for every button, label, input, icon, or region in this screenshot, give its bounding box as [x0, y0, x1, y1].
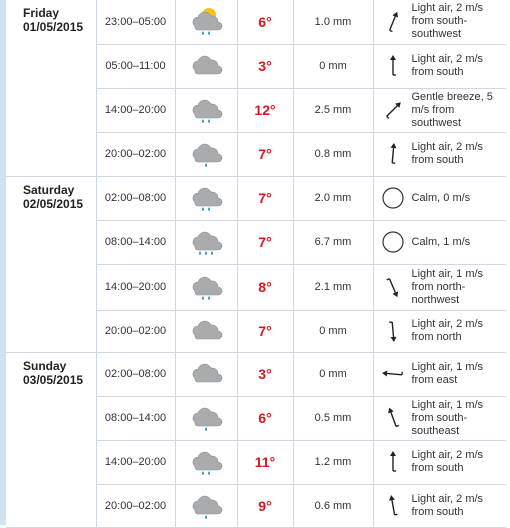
- time-period: 08:00–14:00: [96, 396, 175, 440]
- temperature: 3°: [237, 44, 293, 88]
- light-rain-icon: [188, 490, 224, 522]
- day-cell: [6, 44, 96, 88]
- wind-description: Calm, 1 m/s: [412, 236, 507, 249]
- precipitation: 2.1 mm: [293, 264, 373, 310]
- precipitation: 0 mm: [293, 352, 373, 396]
- temperature: 7°: [237, 176, 293, 220]
- weather-symbol-cell: [175, 132, 237, 176]
- temperature: 7°: [237, 310, 293, 352]
- time-period: 14:00–20:00: [96, 264, 175, 310]
- wind-direction-arrow-icon: [380, 405, 406, 431]
- temperature: 7°: [237, 220, 293, 264]
- weather-symbol: [176, 402, 237, 434]
- rain-icon: [188, 94, 224, 126]
- precipitation: 1.2 mm: [293, 440, 373, 484]
- wind-description: Light air, 2 m/s from south-southwest: [412, 2, 507, 41]
- weather-symbol-cell: [175, 44, 237, 88]
- cloudy-icon: [188, 315, 224, 347]
- day-cell: [6, 264, 96, 310]
- forecast-row: [6, 440, 506, 484]
- wind-arrow: [374, 141, 412, 167]
- wind-cell: [373, 220, 506, 264]
- wind-cell: [373, 176, 506, 220]
- wind-description: Light air, 2 m/s from north: [412, 318, 507, 344]
- forecast-row: [6, 88, 506, 132]
- rain-icon: [188, 446, 224, 478]
- wind-cell: [373, 132, 506, 176]
- weather-symbol: [176, 50, 237, 82]
- day-cell: [6, 176, 96, 220]
- weather-symbol: [176, 358, 237, 390]
- weather-symbol: [176, 446, 237, 478]
- cloudy-icon: [188, 50, 224, 82]
- wind-arrow: [374, 274, 412, 300]
- heavy-rain-icon: [188, 226, 224, 258]
- calm-circle-icon: [380, 229, 406, 255]
- day-cell: [6, 396, 96, 440]
- day-name: Sunday: [23, 359, 96, 373]
- weather-symbol-cell: [175, 396, 237, 440]
- wind-description: Light air, 1 m/s from south-southeast: [412, 399, 507, 438]
- precipitation: 0 mm: [293, 44, 373, 88]
- wind-cell: [373, 484, 506, 527]
- wind-cell: [373, 88, 506, 132]
- weather-symbol: [176, 182, 237, 214]
- weather-symbol-cell: [175, 440, 237, 484]
- day-date: 01/05/2015: [23, 20, 96, 34]
- time-period: 05:00–11:00: [96, 44, 175, 88]
- wind-arrow: [374, 493, 412, 519]
- forecast-row: [6, 220, 506, 264]
- wind-direction-arrow-icon: [380, 9, 406, 35]
- wind-direction-arrow-icon: [380, 493, 406, 519]
- day-cell: [6, 88, 96, 132]
- day-cell: [6, 132, 96, 176]
- day-date: 03/05/2015: [23, 373, 96, 387]
- forecast-row: [6, 44, 506, 88]
- day-cell: [6, 220, 96, 264]
- wind-description: Light air, 2 m/s from south: [412, 141, 507, 167]
- forecast-row: [6, 0, 506, 44]
- wind-arrow: [374, 361, 412, 387]
- weather-symbol: [176, 226, 237, 258]
- time-period: 14:00–20:00: [96, 88, 175, 132]
- temperature: 9°: [237, 484, 293, 527]
- weather-symbol: [176, 6, 237, 38]
- temperature: 8°: [237, 264, 293, 310]
- weather-symbol: [176, 271, 237, 303]
- day-name: Saturday: [23, 183, 96, 197]
- weather-symbol-cell: [175, 176, 237, 220]
- time-period: 20:00–02:00: [96, 484, 175, 527]
- weather-symbol: [176, 94, 237, 126]
- forecast-row: [6, 484, 506, 527]
- temperature: 11°: [237, 440, 293, 484]
- temperature: 6°: [237, 0, 293, 44]
- forecast-row: [6, 396, 506, 440]
- rain-icon: [188, 271, 224, 303]
- temperature: 6°: [237, 396, 293, 440]
- temperature: 7°: [237, 132, 293, 176]
- forecast-row: [6, 264, 506, 310]
- wind-arrow: [374, 97, 412, 123]
- precipitation: 1.0 mm: [293, 0, 373, 44]
- wind-cell: [373, 440, 506, 484]
- wind-description: Calm, 0 m/s: [412, 192, 507, 205]
- weather-symbol-cell: [175, 352, 237, 396]
- precipitation: 0.5 mm: [293, 396, 373, 440]
- wind-cell: [373, 396, 506, 440]
- day-cell: [6, 484, 96, 527]
- partly-cloudy-rain-icon: [188, 6, 224, 38]
- wind-cell: [373, 44, 506, 88]
- time-period: 20:00–02:00: [96, 132, 175, 176]
- light-rain-icon: [188, 138, 224, 170]
- day-name: Friday: [23, 6, 96, 20]
- cloudy-icon: [188, 358, 224, 390]
- wind-description: Gentle breeze, 5 m/s from southwest: [412, 91, 507, 130]
- weather-symbol-cell: [175, 0, 237, 44]
- wind-direction-arrow-icon: [380, 97, 406, 123]
- wind-cell: [373, 0, 506, 44]
- precipitation: 2.0 mm: [293, 176, 373, 220]
- time-period: 23:00–05:00: [96, 0, 175, 44]
- forecast-row: [6, 310, 506, 352]
- wind-description: Light air, 1 m/s from east: [412, 361, 507, 387]
- time-period: 14:00–20:00: [96, 440, 175, 484]
- time-period: 20:00–02:00: [96, 310, 175, 352]
- forecast-row: [6, 352, 506, 396]
- wind-direction-arrow-icon: [380, 141, 406, 167]
- light-rain-icon: [188, 402, 224, 434]
- precipitation: 0.6 mm: [293, 484, 373, 527]
- wind-arrow: [374, 9, 412, 35]
- forecast-table: [6, 0, 506, 528]
- wind-direction-arrow-icon: [380, 53, 406, 79]
- weather-symbol: [176, 138, 237, 170]
- time-period: 08:00–14:00: [96, 220, 175, 264]
- weather-symbol-cell: [175, 264, 237, 310]
- day-cell: [6, 0, 96, 44]
- wind-direction-arrow-icon: [380, 449, 406, 475]
- wind-arrow: [374, 318, 412, 344]
- wind-arrow: [374, 53, 412, 79]
- day-cell: [6, 310, 96, 352]
- wind-description: Light air, 2 m/s from south: [412, 53, 507, 79]
- forecast-row: [6, 176, 506, 220]
- wind-description: Light air, 2 m/s from south: [412, 449, 507, 475]
- temperature: 3°: [237, 352, 293, 396]
- weather-symbol-cell: [175, 310, 237, 352]
- weather-symbol-cell: [175, 220, 237, 264]
- rain-icon: [188, 182, 224, 214]
- weather-symbol-cell: [175, 484, 237, 527]
- wind-description: Light air, 2 m/s from south: [412, 493, 507, 519]
- precipitation: 2.5 mm: [293, 88, 373, 132]
- weather-symbol-cell: [175, 88, 237, 132]
- wind-cell: [373, 352, 506, 396]
- temperature: 12°: [237, 88, 293, 132]
- wind-arrow: [374, 449, 412, 475]
- precipitation: 0 mm: [293, 310, 373, 352]
- weather-symbol: [176, 490, 237, 522]
- weather-symbol: [176, 315, 237, 347]
- wind-arrow: [374, 405, 412, 431]
- wind-cell: [373, 264, 506, 310]
- wind-description: Light air, 1 m/s from north-northwest: [412, 268, 507, 307]
- wind-cell: [373, 310, 506, 352]
- wind-direction-arrow-icon: [380, 318, 406, 344]
- wind-direction-arrow-icon: [380, 361, 406, 387]
- day-cell: [6, 352, 96, 396]
- wind-direction-arrow-icon: [380, 274, 406, 300]
- time-period: 02:00–08:00: [96, 176, 175, 220]
- precipitation: 0.8 mm: [293, 132, 373, 176]
- forecast-row: [6, 132, 506, 176]
- wind-arrow: [374, 229, 412, 255]
- time-period: 02:00–08:00: [96, 352, 175, 396]
- precipitation: 6.7 mm: [293, 220, 373, 264]
- calm-circle-icon: [380, 185, 406, 211]
- day-cell: [6, 440, 96, 484]
- wind-arrow: [374, 185, 412, 211]
- day-date: 02/05/2015: [23, 197, 96, 211]
